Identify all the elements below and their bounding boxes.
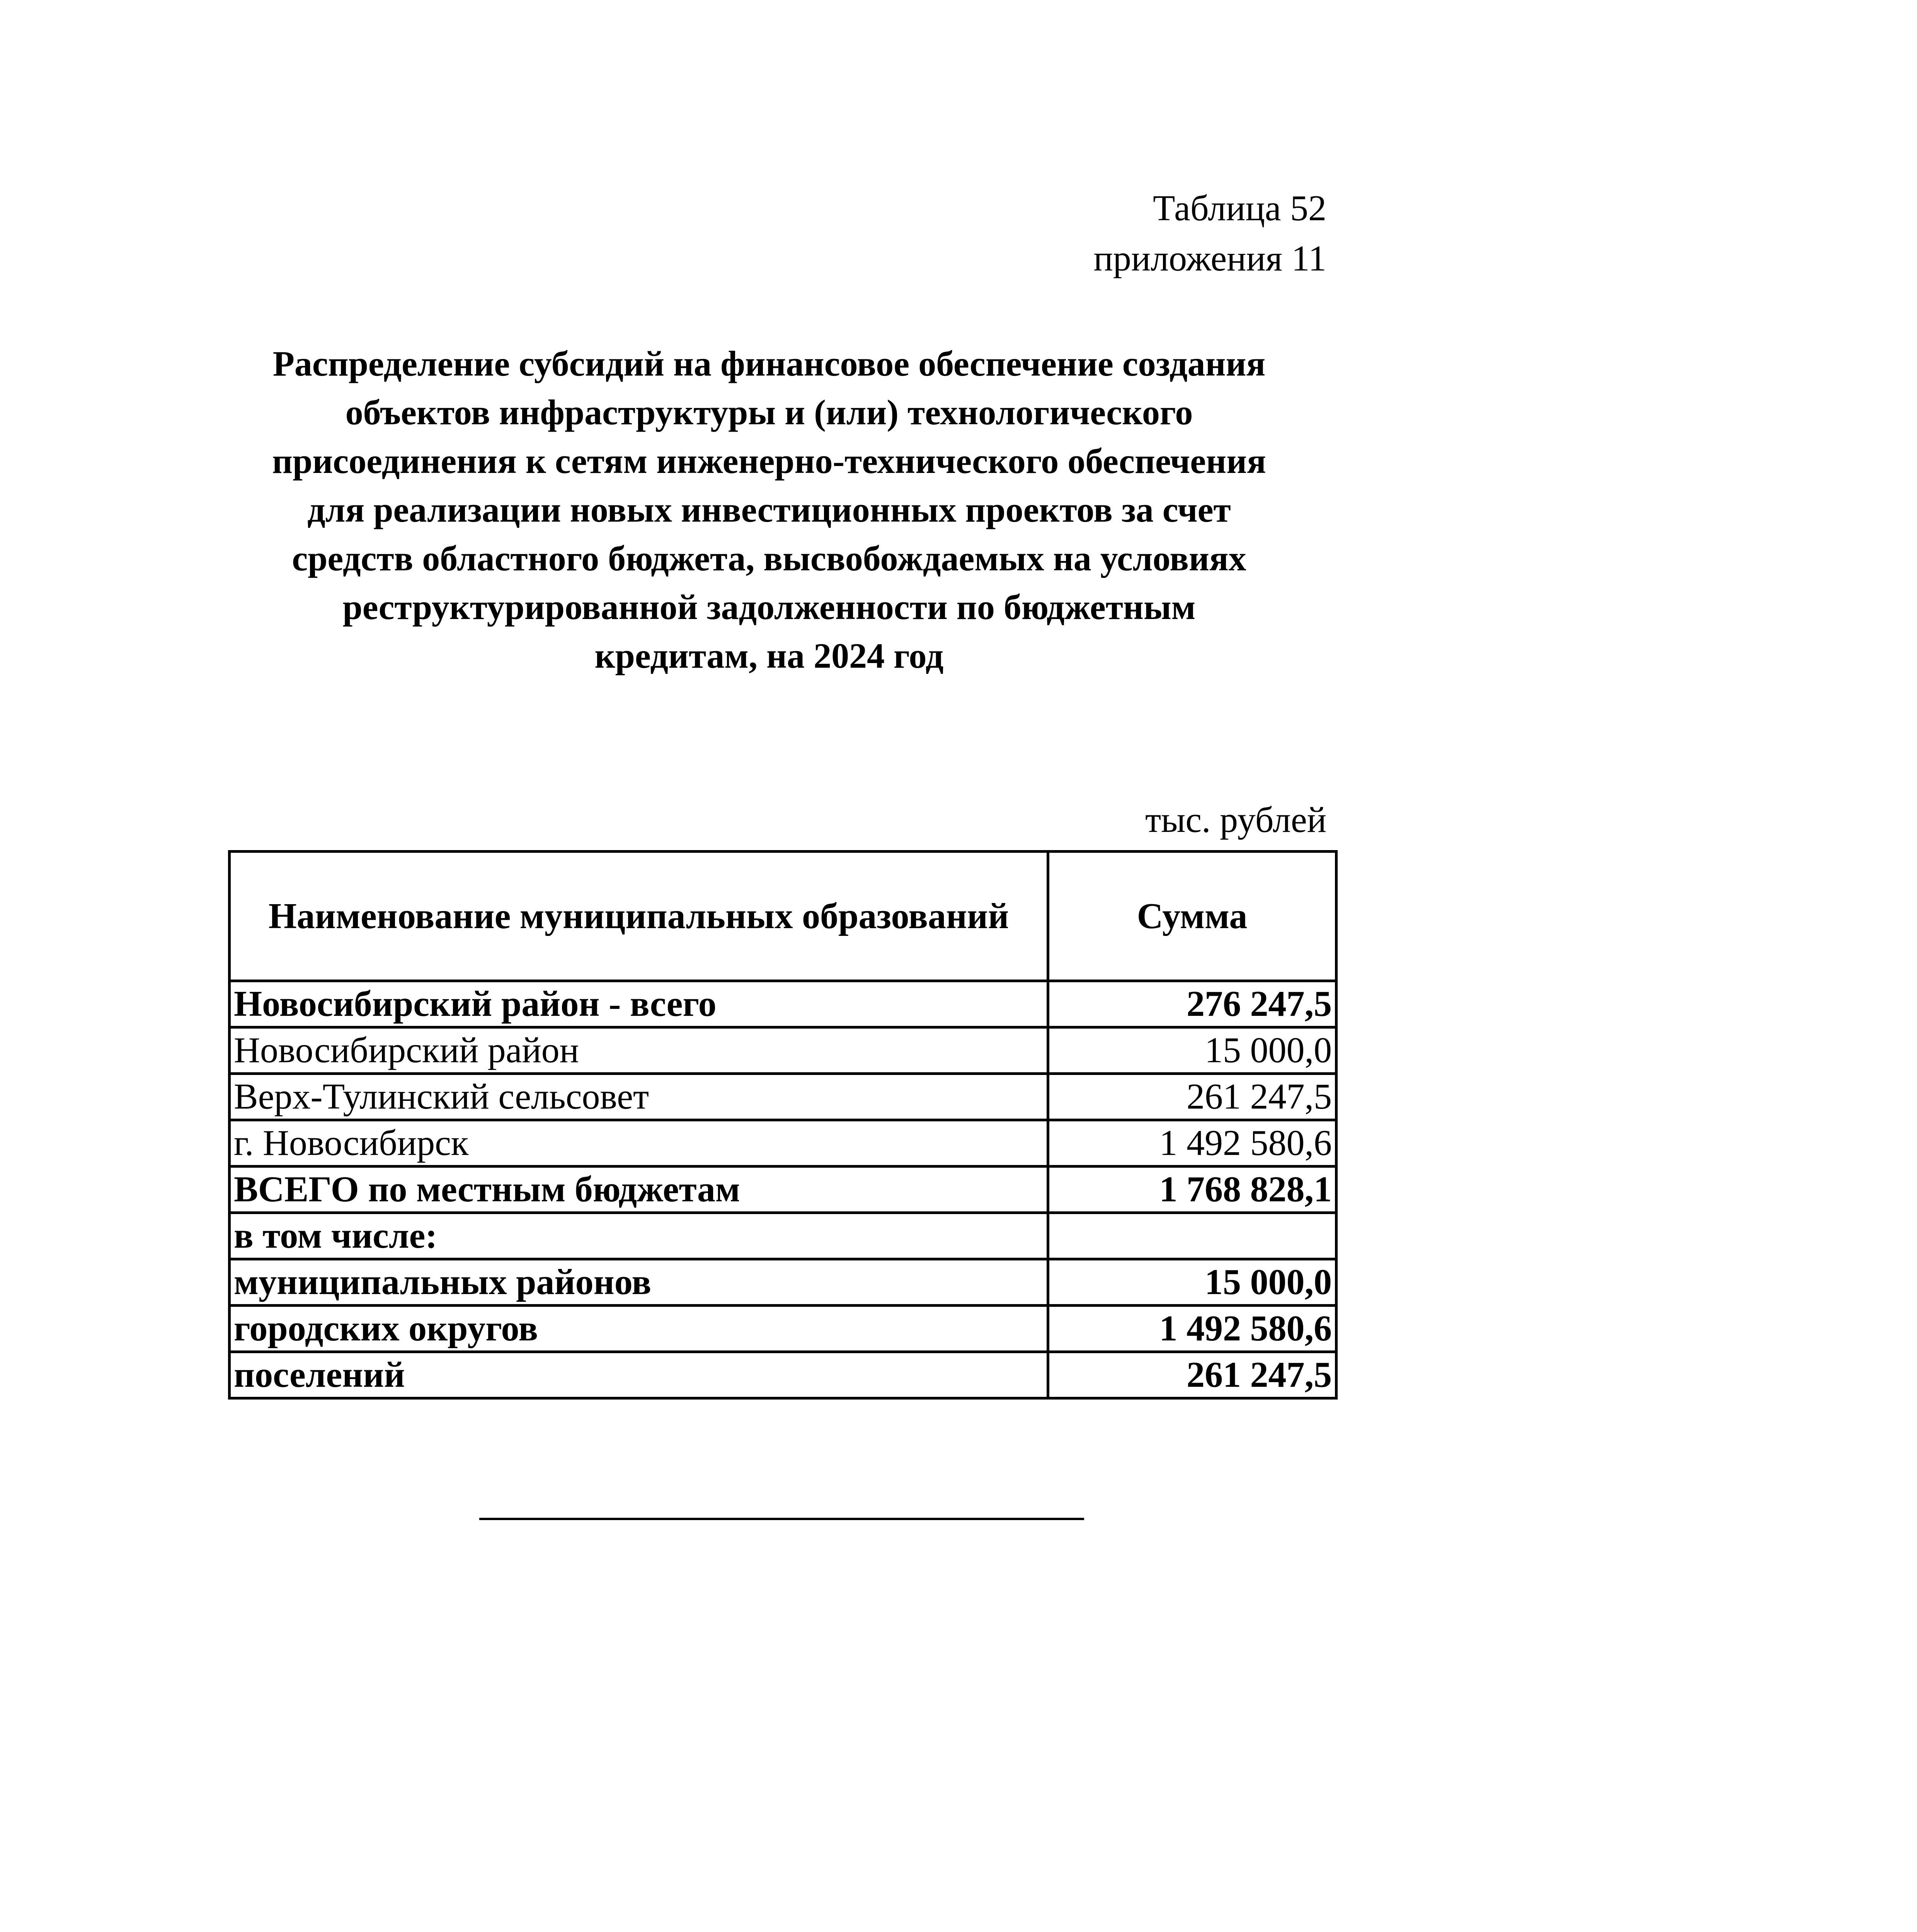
title-line: Распределение субсидий на финансовое обеспечение создания <box>272 344 1266 383</box>
row-name: Верх-Тулинский сельсовет <box>230 1074 1048 1120</box>
table-header-row <box>230 852 1336 981</box>
title-line: кредитам, на 2024 год <box>594 636 944 675</box>
closing-rule-line <box>479 1518 1084 1520</box>
row-amount: 261 247,5 <box>1048 1352 1336 1398</box>
row-name: Новосибирский район - всего <box>230 981 1048 1027</box>
table-row <box>230 1027 1336 1074</box>
row-amount: 15 000,0 <box>1048 1259 1336 1306</box>
title-line: средств областного бюджета, высвобождаемых на условиях <box>292 539 1246 578</box>
row-name: ВСЕГО по местным бюджетам <box>230 1167 1048 1213</box>
table-row <box>230 1074 1336 1120</box>
row-amount: 261 247,5 <box>1048 1074 1336 1120</box>
row-name: поселений <box>230 1352 1048 1398</box>
table-row <box>230 1120 1336 1167</box>
table-row <box>230 1167 1336 1213</box>
row-name: в том числе: <box>230 1213 1048 1259</box>
appendix-caption: приложения 11 <box>1093 238 1326 279</box>
row-amount: 276 247,5 <box>1048 981 1336 1027</box>
row-name: муниципальных районов <box>230 1259 1048 1306</box>
row-amount: 1 492 580,6 <box>1048 1120 1336 1167</box>
row-name: городских округов <box>230 1306 1048 1352</box>
row-amount: 1 768 828,1 <box>1048 1167 1336 1213</box>
row-name: г. Новосибирск <box>230 1120 1048 1167</box>
title-line: присоединения к сетям инженерно-технического обеспечения <box>272 441 1266 481</box>
table-row <box>230 1259 1336 1306</box>
row-amount: 1 492 580,6 <box>1048 1306 1336 1352</box>
title-line: объектов инфраструктуры и (или) технологического <box>345 393 1193 432</box>
table-row <box>230 981 1336 1027</box>
row-amount: 15 000,0 <box>1048 1027 1336 1074</box>
units-label: тыс. рублей <box>1145 800 1326 840</box>
table-row <box>230 1352 1336 1398</box>
table-row <box>230 1306 1336 1352</box>
column-header-name: Наименование муниципальных образований <box>230 852 1048 981</box>
title-line: реструктурированной задолженности по бюджетным <box>342 587 1196 627</box>
column-header-amount: Сумма <box>1048 852 1336 981</box>
table-row <box>230 1213 1336 1259</box>
row-amount <box>1048 1213 1336 1259</box>
document-title <box>216 339 1322 680</box>
row-name: Новосибирский район <box>230 1027 1048 1074</box>
table-number-caption: Таблица 52 <box>1153 188 1326 228</box>
subsidy-table <box>228 850 1338 1400</box>
title-line: для реализации новых инвестиционных проектов за счет <box>307 490 1231 529</box>
